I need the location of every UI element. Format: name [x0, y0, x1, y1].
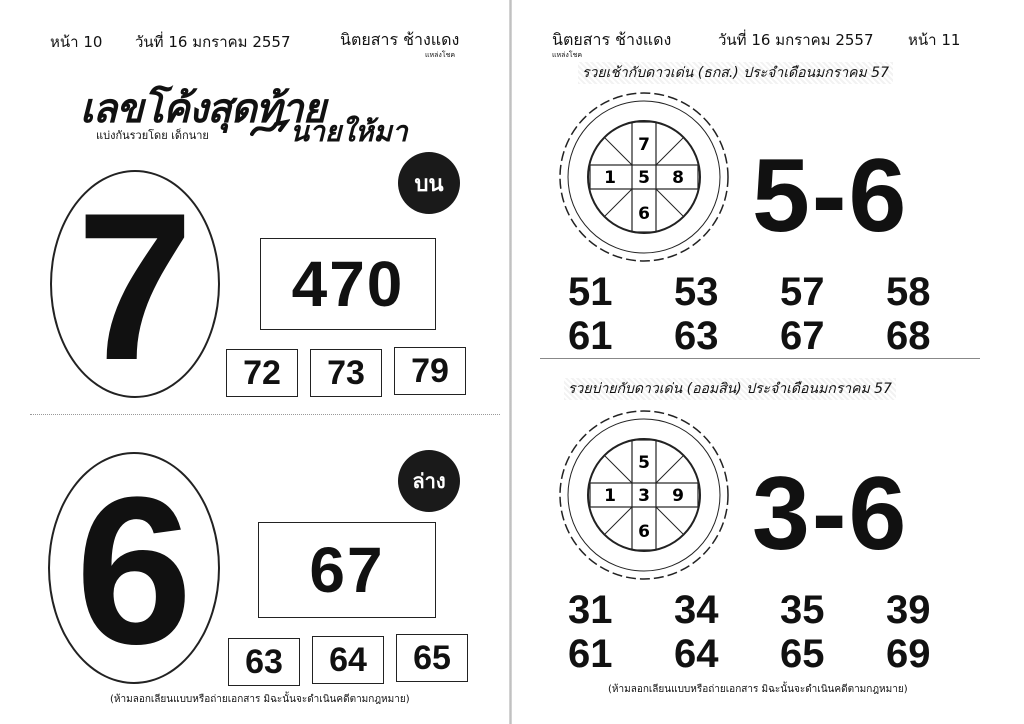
section1-number: 63 — [674, 314, 719, 358]
bottom-small-number-1: 63 — [228, 638, 300, 686]
issue-date-left: วันที่ 16 มกราคม 2557 — [135, 33, 291, 51]
section1-number-grid — [568, 270, 992, 358]
top-small-number-1: 72 — [226, 349, 298, 397]
bottom-small-number-3: 65 — [396, 634, 468, 682]
issue-date-right: วันที่ 16 มกราคม 2557 — [718, 31, 874, 49]
section2-number: 39 — [886, 588, 931, 632]
bottom-digit: 6 — [75, 453, 193, 688]
magazine-name-left: นิตยสาร ช้างแดง — [340, 30, 460, 49]
page-number-left: หน้า 10 — [50, 33, 103, 51]
copyright-notice-right: (ห้ามลอกเลียนแบบหรือถ่ายเอกสาร มิฉะนั้นจะดำเนินคดีตามกฎหมาย) — [608, 684, 908, 695]
section2-pair: 3-6 — [752, 456, 909, 572]
section1-pair: 5-6 — [752, 138, 909, 254]
bottom-digit-oval — [48, 452, 220, 688]
section2-number: 31 — [568, 588, 613, 632]
section1-wheel-center: 5 — [638, 168, 650, 188]
section2-number: 61 — [568, 632, 613, 676]
author-name: นายให้มา — [290, 115, 408, 148]
section2-number-grid — [568, 588, 992, 676]
section1-number: 58 — [886, 270, 931, 314]
byline: แบ่งกันรวยโดย เด็กนาย — [96, 129, 209, 142]
section1-wheel-top: 7 — [638, 135, 650, 155]
page-title: เลขโค้งสุดท้าย — [80, 86, 325, 132]
section1-wheel-right: 8 — [672, 168, 684, 188]
section1-title: รวยเช้ากับดาวเด่น (ธกส.) ประจำเดือนมกราคม 57 — [578, 62, 893, 84]
section2-wheel-left: 1 — [604, 486, 616, 506]
section2-wheel-right: 9 — [672, 486, 684, 506]
section2-number: 35 — [780, 588, 825, 632]
section-divider-right — [540, 358, 980, 359]
top-digit-oval — [50, 169, 220, 404]
section2-title: รวยบ่ายกับดาวเด่น (ออมสิน) ประจำเดือนมกราคม 57 — [564, 378, 896, 400]
top-badge: บน — [398, 152, 460, 214]
section2-wheel-center: 3 — [638, 486, 650, 506]
section1-wheel-bottom: 6 — [638, 204, 650, 224]
top-small-number-2: 73 — [310, 349, 382, 397]
section2-wheel — [554, 400, 734, 590]
section2-wheel-bottom: 6 — [638, 522, 650, 542]
bottom-small-number-2: 64 — [312, 636, 384, 684]
top-digit: 7 — [76, 169, 194, 404]
section1-number: 51 — [568, 270, 613, 314]
section2-number: 65 — [780, 632, 825, 676]
section2-number: 69 — [886, 632, 931, 676]
section2-wheel-top: 5 — [638, 453, 650, 473]
top-small-number-3: 79 — [394, 347, 466, 395]
sub-brand-left: แหล่งโชค — [425, 51, 456, 59]
copyright-notice-left: (ห้ามลอกเลียนแบบหรือถ่ายเอกสาร มิฉะนั้นจะดำเนินคดีตามกฎหมาย) — [110, 694, 410, 705]
bottom-badge: ล่าง — [398, 450, 460, 512]
section1-wheel — [554, 82, 734, 272]
section2-number: 34 — [674, 588, 719, 632]
section1-number: 67 — [780, 314, 825, 358]
section1-number: 53 — [674, 270, 719, 314]
swoosh-icon — [250, 116, 290, 140]
sub-brand-right: แหล่งโชค — [552, 51, 583, 59]
section-divider-left — [30, 414, 500, 415]
magazine-name-right: นิตยสาร ช้างแดง — [552, 30, 672, 49]
page-number-right: หน้า 11 — [908, 31, 961, 49]
top-main-number: 470 — [260, 238, 436, 330]
section1-number: 68 — [886, 314, 931, 358]
section1-wheel-left: 1 — [604, 168, 616, 188]
bottom-main-number: 67 — [258, 522, 436, 618]
right-page — [512, 0, 1024, 724]
section1-number: 57 — [780, 270, 825, 314]
section2-number: 64 — [674, 632, 719, 676]
section1-number: 61 — [568, 314, 613, 358]
